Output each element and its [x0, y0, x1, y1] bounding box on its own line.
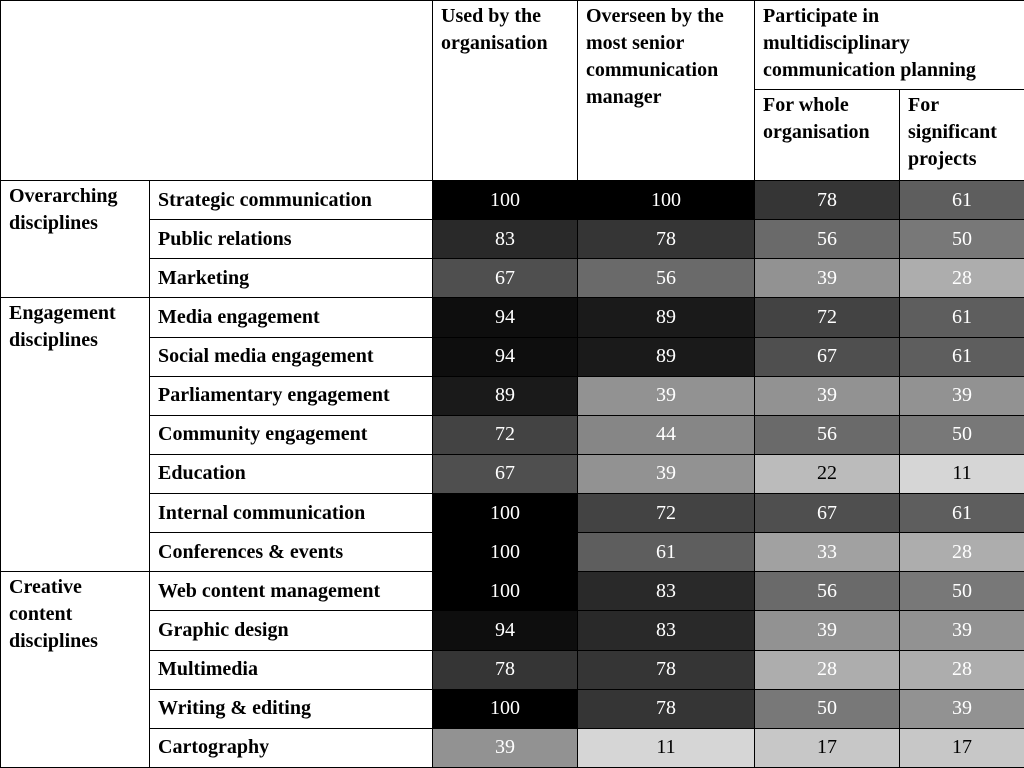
heatmap-cell: 78 — [755, 181, 900, 220]
row-label: Social media engagement — [150, 337, 433, 376]
table-header — [1, 1, 1024, 181]
table-row — [1, 728, 1024, 767]
column-header-significant-projects: For significant projects — [900, 90, 1024, 181]
row-label: Education — [150, 454, 433, 493]
table-row — [1, 533, 1024, 572]
heatmap-cell: 56 — [755, 415, 900, 454]
table-row — [1, 298, 1024, 337]
heatmap-cell: 56 — [578, 259, 755, 298]
heatmap-cell: 61 — [900, 298, 1024, 337]
heatmap-cell: 100 — [433, 181, 578, 220]
column-header-whole-organisation: For whole organisation — [755, 90, 900, 181]
heatmap-cell: 94 — [433, 611, 578, 650]
table-row — [1, 220, 1024, 259]
heatmap-cell: 17 — [900, 728, 1024, 767]
group-label: Creative content disciplines — [1, 572, 150, 768]
table-row — [1, 376, 1024, 415]
heatmap-cell: 78 — [433, 650, 578, 689]
row-label: Internal communication — [150, 494, 433, 533]
table-row — [1, 494, 1024, 533]
heatmap-cell: 28 — [755, 650, 900, 689]
heatmap-cell: 39 — [755, 259, 900, 298]
table-row — [1, 689, 1024, 728]
heatmap-cell: 78 — [578, 220, 755, 259]
group-label: Overarching disciplines — [1, 181, 150, 298]
heatmap-cell: 100 — [433, 494, 578, 533]
row-label: Strategic communication — [150, 181, 433, 220]
heatmap-cell: 50 — [900, 220, 1024, 259]
row-label: Web content management — [150, 572, 433, 611]
row-label: Conferences & events — [150, 533, 433, 572]
heatmap-cell: 78 — [578, 689, 755, 728]
heatmap-cell: 94 — [433, 298, 578, 337]
heatmap-cell: 67 — [755, 494, 900, 533]
heatmap-cell: 100 — [433, 689, 578, 728]
row-label: Community engagement — [150, 415, 433, 454]
heatmap-cell: 50 — [900, 572, 1024, 611]
heatmap-cell: 39 — [900, 611, 1024, 650]
table-row — [1, 572, 1024, 611]
row-label: Public relations — [150, 220, 433, 259]
heatmap-cell: 44 — [578, 415, 755, 454]
heatmap-cell: 61 — [900, 494, 1024, 533]
heatmap-cell: 39 — [578, 454, 755, 493]
heatmap-cell: 39 — [900, 376, 1024, 415]
row-label: Media engagement — [150, 298, 433, 337]
heatmap-cell: 100 — [433, 572, 578, 611]
heatmap-cell: 28 — [900, 533, 1024, 572]
heatmap-cell: 67 — [433, 454, 578, 493]
table-row — [1, 337, 1024, 376]
heatmap-cell: 39 — [900, 689, 1024, 728]
heatmap-cell: 67 — [755, 337, 900, 376]
heatmap-cell: 72 — [578, 494, 755, 533]
heatmap-cell: 61 — [900, 181, 1024, 220]
heatmap-cell: 28 — [900, 259, 1024, 298]
row-label: Graphic design — [150, 611, 433, 650]
heatmap-cell: 11 — [900, 454, 1024, 493]
heatmap-cell: 61 — [900, 337, 1024, 376]
heatmap-cell: 94 — [433, 337, 578, 376]
heatmap-cell: 50 — [755, 689, 900, 728]
heatmap-cell: 78 — [578, 650, 755, 689]
table-row — [1, 259, 1024, 298]
heatmap-cell: 83 — [578, 611, 755, 650]
table-row — [1, 415, 1024, 454]
table-body — [1, 181, 1024, 768]
group-label: Engagement disciplines — [1, 298, 150, 572]
row-label: Multimedia — [150, 650, 433, 689]
row-label: Parliamentary engagement — [150, 376, 433, 415]
table-row — [1, 454, 1024, 493]
row-label: Writing & editing — [150, 689, 433, 728]
heatmap-cell: 72 — [433, 415, 578, 454]
table-row — [1, 611, 1024, 650]
table-row — [1, 181, 1024, 220]
column-header-overseen: Overseen by the most senior communication manager — [578, 1, 755, 181]
heatmap-cell: 22 — [755, 454, 900, 493]
heatmap-cell: 83 — [578, 572, 755, 611]
row-label: Marketing — [150, 259, 433, 298]
heatmap-cell: 33 — [755, 533, 900, 572]
corner-cell — [1, 1, 433, 181]
heatmap-cell: 89 — [578, 298, 755, 337]
heatmap-cell: 100 — [433, 533, 578, 572]
heatmap-cell: 39 — [755, 376, 900, 415]
heatmap-cell: 39 — [755, 611, 900, 650]
heatmap-cell: 28 — [900, 650, 1024, 689]
heatmap-cell: 83 — [433, 220, 578, 259]
heatmap-cell: 67 — [433, 259, 578, 298]
heatmap-cell: 56 — [755, 572, 900, 611]
table-row — [1, 650, 1024, 689]
column-header-used: Used by the organisation — [433, 1, 578, 181]
heatmap-cell: 100 — [578, 181, 755, 220]
heatmap-cell: 39 — [433, 728, 578, 767]
heatmap-cell: 56 — [755, 220, 900, 259]
heatmap-cell: 89 — [578, 337, 755, 376]
heatmap-cell: 89 — [433, 376, 578, 415]
column-header-participate: Participate in multidisciplinary communication planning — [755, 1, 1024, 90]
row-label: Cartography — [150, 728, 433, 767]
heatmap-cell: 11 — [578, 728, 755, 767]
heatmap-cell: 50 — [900, 415, 1024, 454]
heatmap-cell: 39 — [578, 376, 755, 415]
heatmap-cell: 17 — [755, 728, 900, 767]
heatmap-cell: 72 — [755, 298, 900, 337]
heatmap-cell: 61 — [578, 533, 755, 572]
